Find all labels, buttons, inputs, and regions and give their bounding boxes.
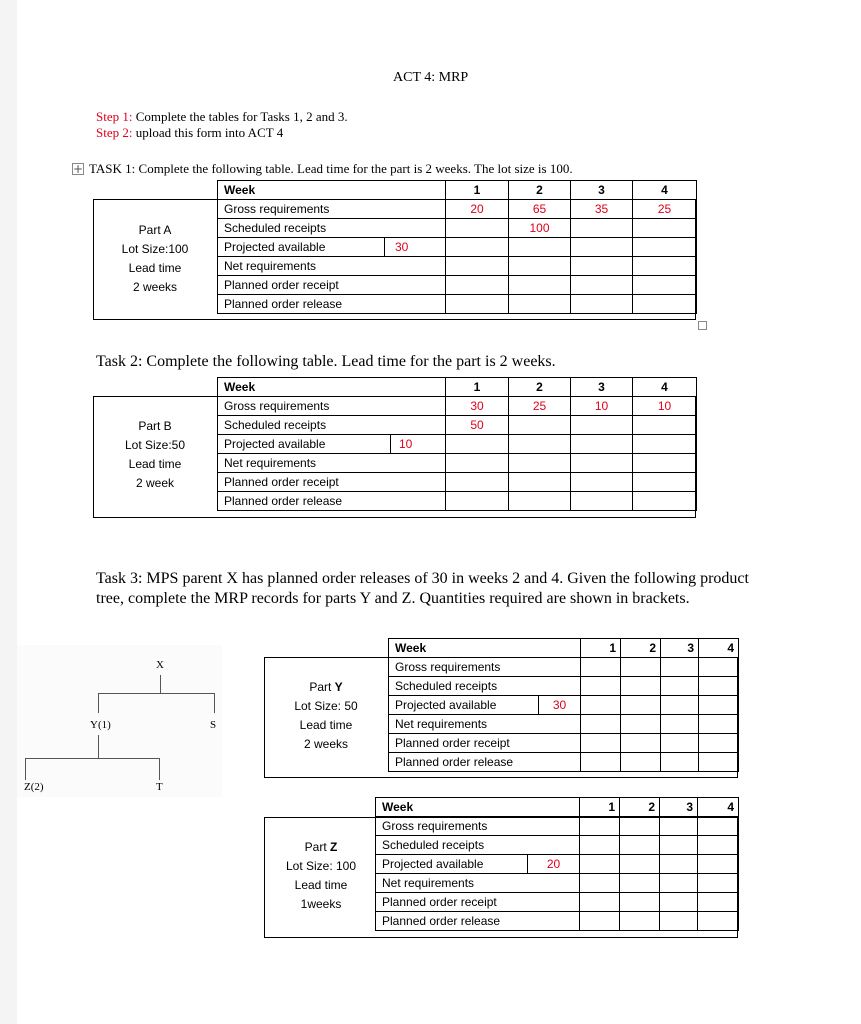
entry-cell[interactable] (633, 257, 697, 276)
table-row (218, 492, 697, 511)
table-row (218, 435, 697, 454)
row-label: Scheduled receipts (218, 219, 446, 238)
entry-cell[interactable] (620, 893, 660, 912)
row-label: Projected available (218, 435, 391, 454)
gross-cell[interactable]: 25 (633, 200, 697, 219)
entry-cell[interactable] (581, 696, 621, 715)
row-label: Planned order release (218, 492, 446, 511)
table-row (389, 639, 739, 658)
entry-cell[interactable] (581, 715, 621, 734)
entry-cell[interactable] (661, 677, 699, 696)
week-number: 1 (446, 378, 509, 397)
part-z-labels (266, 838, 376, 914)
row-label: Scheduled receipts (218, 416, 446, 435)
table-row (218, 295, 697, 314)
tree-node-t: T (156, 781, 163, 793)
entry-cell[interactable] (571, 416, 633, 435)
product-tree (17, 645, 222, 797)
entry-cell[interactable] (699, 734, 739, 753)
week-number: 4 (633, 378, 697, 397)
table-row (218, 200, 697, 219)
step-1 (96, 109, 348, 125)
row-label: Net requirements (376, 874, 580, 893)
week-number: 4 (698, 798, 739, 817)
table-row (376, 855, 739, 874)
entry-cell[interactable] (660, 912, 698, 931)
entry-cell[interactable] (661, 753, 699, 772)
entry-cell[interactable] (446, 276, 509, 295)
entry-cell[interactable] (661, 658, 699, 677)
table-row (389, 677, 739, 696)
entry-cell[interactable] (509, 276, 571, 295)
task3-heading: Task 3: MPS parent X has planned order releases of 30 in weeks 2 and 4. Given the following product tree, complete the MRP records for parts Y and Z. Quantities required are shown in brackets. (96, 570, 749, 607)
entry-cell[interactable] (571, 276, 633, 295)
entry-cell[interactable] (621, 696, 661, 715)
entry-cell[interactable] (571, 238, 633, 257)
document-page (17, 0, 861, 1024)
entry-cell[interactable] (571, 219, 633, 238)
entry-cell[interactable] (699, 658, 739, 677)
week-header: Week (218, 378, 446, 397)
entry-cell[interactable] (633, 454, 697, 473)
entry-cell[interactable] (660, 893, 698, 912)
tree-connector (159, 758, 160, 780)
entry-cell[interactable] (620, 817, 660, 836)
part-prefix: Part (304, 840, 330, 854)
week-number: 1 (446, 181, 509, 200)
part-name (266, 678, 386, 697)
row-label: Projected available (389, 696, 539, 715)
entry-cell[interactable] (509, 435, 571, 454)
table-row (218, 257, 697, 276)
table-row (376, 893, 739, 912)
entry-cell[interactable] (621, 677, 661, 696)
row-label: Planned order receipt (218, 276, 446, 295)
part-name: Part B (138, 419, 172, 433)
entry-cell[interactable] (571, 295, 633, 314)
task2-heading: Task 2: Complete the following table. Lead time for the part is 2 weeks. (96, 353, 556, 370)
week-number: 2 (621, 639, 661, 658)
row-label: Scheduled receipts (376, 836, 580, 855)
tree-connector (98, 693, 99, 713)
week-number: 1 (581, 639, 621, 658)
entry-cell[interactable] (446, 435, 509, 454)
entry-cell[interactable] (509, 416, 571, 435)
entry-cell[interactable] (660, 836, 698, 855)
entry-cell[interactable] (621, 734, 661, 753)
table-resize-handle-icon[interactable] (698, 321, 707, 330)
entry-cell[interactable] (571, 492, 633, 511)
lead-time-label: Lead time (128, 261, 182, 275)
entry-cell[interactable] (571, 473, 633, 492)
tree-connector (160, 675, 161, 693)
entry-cell[interactable] (698, 893, 739, 912)
tree-connector (98, 693, 215, 694)
entry-cell[interactable] (633, 295, 697, 314)
gross-cell[interactable]: 20 (446, 200, 509, 219)
entry-cell[interactable] (633, 276, 697, 295)
row-label: Gross requirements (218, 200, 446, 219)
row-label: Planned order release (376, 912, 580, 931)
task2-mrp-table (217, 377, 697, 511)
row-label: Planned order receipt (218, 473, 446, 492)
gross-cell[interactable]: 25 (509, 397, 571, 416)
entry-cell[interactable] (699, 753, 739, 772)
table-row (218, 219, 697, 238)
table-row (389, 696, 739, 715)
entry-cell[interactable] (699, 677, 739, 696)
entry-cell[interactable] (698, 912, 739, 931)
gross-cell[interactable]: 30 (446, 397, 509, 416)
week-header: Week (218, 181, 446, 200)
entry-cell[interactable] (620, 855, 660, 874)
entry-cell[interactable] (581, 753, 621, 772)
row-label: Gross requirements (218, 397, 446, 416)
entry-cell[interactable] (509, 492, 571, 511)
task1-mrp-table (217, 180, 697, 314)
entry-cell[interactable] (633, 492, 697, 511)
table-row (376, 912, 739, 931)
table-row (218, 416, 697, 435)
entry-cell[interactable] (509, 295, 571, 314)
table-row (376, 798, 739, 817)
entry-cell[interactable] (580, 874, 620, 893)
entry-cell[interactable] (571, 257, 633, 276)
entry-cell[interactable] (580, 912, 620, 931)
lead-time-value: 1weeks (300, 897, 342, 911)
tree-node-z: Z(2) (24, 781, 44, 793)
entry-cell[interactable] (660, 817, 698, 836)
step-2-label: Step 2: (96, 125, 133, 140)
entry-cell[interactable] (699, 715, 739, 734)
tree-connector (25, 758, 26, 780)
week-number: 3 (571, 181, 633, 200)
scheduled-cell[interactable]: 100 (509, 219, 571, 238)
scheduled-cell[interactable]: 50 (446, 416, 509, 435)
task2-part-labels (95, 417, 215, 493)
entry-cell[interactable] (581, 734, 621, 753)
step-2-text: upload this form into ACT 4 (135, 125, 284, 140)
entry-cell[interactable] (621, 658, 661, 677)
table-row (218, 397, 697, 416)
entry-cell[interactable] (698, 855, 739, 874)
week-number: 3 (661, 639, 699, 658)
part-prefix: Part (309, 680, 335, 694)
entry-cell[interactable] (661, 734, 699, 753)
table-row (389, 734, 739, 753)
initial-available-cell[interactable]: 30 (539, 696, 581, 715)
row-label: Gross requirements (376, 817, 580, 836)
gross-cell[interactable]: 10 (571, 397, 633, 416)
entry-cell[interactable] (571, 435, 633, 454)
row-label: Net requirements (218, 257, 446, 276)
entry-cell[interactable] (509, 473, 571, 492)
row-label: Planned order release (218, 295, 446, 314)
row-label: Planned order receipt (389, 734, 581, 753)
table-move-handle-icon[interactable]: + (73, 162, 84, 176)
lot-size: Lot Size:50 (124, 438, 186, 452)
step-2 (96, 125, 283, 141)
step-1-text: Complete the tables for Tasks 1, 2 and 3. (135, 109, 348, 124)
initial-available-cell[interactable]: 20 (528, 855, 580, 874)
tree-connector (98, 735, 99, 758)
entry-cell[interactable] (698, 836, 739, 855)
entry-cell[interactable] (633, 435, 697, 454)
entry-cell[interactable] (633, 416, 697, 435)
week-number: 3 (571, 378, 633, 397)
entry-cell[interactable] (660, 874, 698, 893)
lead-time-label: Lead time (128, 457, 182, 471)
week-number: 2 (620, 798, 660, 817)
lot-size: Lot Size:100 (121, 242, 189, 256)
gross-cell[interactable]: 10 (633, 397, 697, 416)
tree-node-y: Y(1) (90, 719, 111, 731)
table-row (376, 836, 739, 855)
table-row (389, 753, 739, 772)
week-number: 1 (580, 798, 620, 817)
table-row (218, 276, 697, 295)
entry-cell[interactable] (621, 753, 661, 772)
entry-cell[interactable] (580, 817, 620, 836)
gross-cell[interactable]: 65 (509, 200, 571, 219)
entry-cell[interactable] (446, 295, 509, 314)
table-row (376, 817, 739, 836)
entry-cell[interactable] (580, 893, 620, 912)
page-title: ACT 4: MRP (393, 70, 469, 85)
row-label: Planned order release (389, 753, 581, 772)
entry-cell[interactable] (446, 238, 509, 257)
entry-cell[interactable] (446, 454, 509, 473)
part-z-mrp-table (375, 797, 739, 931)
entry-cell[interactable] (620, 874, 660, 893)
entry-cell[interactable] (581, 658, 621, 677)
entry-cell[interactable] (621, 715, 661, 734)
entry-cell[interactable] (580, 836, 620, 855)
entry-cell[interactable] (620, 912, 660, 931)
entry-cell[interactable] (446, 492, 509, 511)
tree-node-x: X (156, 659, 164, 671)
row-label: Scheduled receipts (389, 677, 581, 696)
week-number: 2 (509, 181, 571, 200)
initial-available-cell[interactable]: 10 (391, 435, 446, 454)
table-row (218, 473, 697, 492)
initial-available-cell[interactable]: 30 (385, 238, 446, 257)
week-number: 4 (699, 639, 739, 658)
entry-cell[interactable] (509, 238, 571, 257)
lead-time-value: 2 weeks (303, 737, 349, 751)
row-label: Projected available (218, 238, 385, 257)
entry-cell[interactable] (620, 836, 660, 855)
entry-cell[interactable] (698, 817, 739, 836)
table-row (218, 454, 697, 473)
row-label: Planned order receipt (376, 893, 580, 912)
table-row (389, 715, 739, 734)
table-row (218, 181, 697, 200)
entry-cell[interactable] (446, 257, 509, 276)
week-header: Week (389, 639, 581, 658)
gross-cell[interactable]: 35 (571, 200, 633, 219)
week-number: 4 (633, 181, 697, 200)
task1-heading: TASK 1: Complete the following table. Lead time for the part is 2 weeks. The lot size is 100. (89, 161, 573, 176)
part-id: Z (330, 840, 338, 854)
table-row (218, 378, 697, 397)
entry-cell[interactable] (633, 473, 697, 492)
entry-cell[interactable] (699, 696, 739, 715)
row-label: Net requirements (389, 715, 581, 734)
lead-time-label: Lead time (299, 718, 353, 732)
entry-cell[interactable] (633, 219, 697, 238)
entry-cell[interactable] (446, 473, 509, 492)
lead-time-value: 2 week (135, 476, 175, 490)
entry-cell[interactable] (661, 696, 699, 715)
tree-connector (25, 758, 160, 759)
tree-node-s: S (210, 719, 217, 731)
row-label: Gross requirements (389, 658, 581, 677)
row-label: Projected available (376, 855, 528, 874)
task1-part-labels (95, 221, 215, 297)
part-id: Y (334, 680, 343, 694)
entry-cell[interactable] (660, 855, 698, 874)
entry-cell[interactable] (661, 715, 699, 734)
table-row (376, 874, 739, 893)
entry-cell[interactable] (698, 874, 739, 893)
lot-size: Lot Size: 50 (294, 699, 358, 713)
lead-time-value: 2 weeks (132, 280, 178, 294)
entry-cell[interactable] (509, 257, 571, 276)
entry-cell[interactable] (633, 238, 697, 257)
step-1-label: Step 1: (96, 109, 133, 124)
entry-cell[interactable] (509, 454, 571, 473)
week-number: 3 (660, 798, 698, 817)
entry-cell[interactable] (446, 219, 509, 238)
entry-cell[interactable] (571, 454, 633, 473)
part-y-labels (266, 678, 386, 754)
entry-cell[interactable] (580, 855, 620, 874)
tree-connector (214, 693, 215, 713)
entry-cell[interactable] (581, 677, 621, 696)
row-label: Net requirements (218, 454, 446, 473)
part-name (266, 838, 376, 857)
week-header: Week (376, 798, 580, 817)
lot-size: Lot Size: 100 (285, 859, 357, 873)
lead-time-label: Lead time (294, 878, 348, 892)
week-number: 2 (509, 378, 571, 397)
part-y-mrp-table (388, 638, 739, 772)
table-row (389, 658, 739, 677)
part-name: Part A (138, 223, 172, 237)
table-row (218, 238, 697, 257)
